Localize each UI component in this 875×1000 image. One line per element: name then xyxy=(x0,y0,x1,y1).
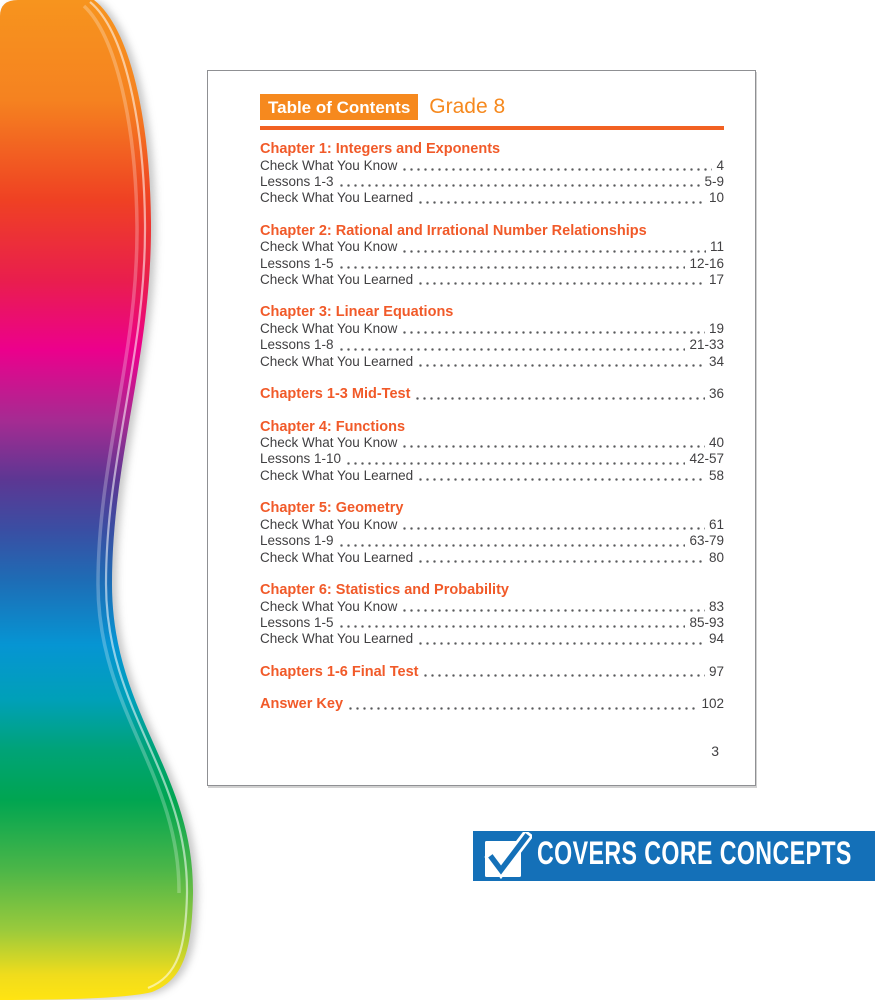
toc-entry xyxy=(260,256,724,272)
entry-label: Check What You Know xyxy=(260,239,398,255)
entry-page: 5-9 xyxy=(704,173,724,189)
dotted-leader xyxy=(338,625,686,628)
toc-chapter xyxy=(260,419,724,485)
dotted-leader xyxy=(401,527,705,530)
entry-label: Check What You Learned xyxy=(260,190,414,206)
toc-entry xyxy=(260,435,724,451)
entry-label: Lessons 1-8 xyxy=(260,337,334,353)
entry-label: Lessons 1-5 xyxy=(260,255,334,271)
toc-chapter xyxy=(260,304,724,370)
dotted-leader xyxy=(347,707,697,710)
entry-page: 12-16 xyxy=(689,255,724,271)
entry-page: 80 xyxy=(708,549,724,565)
toc-entry xyxy=(260,158,724,174)
toc-standalone xyxy=(260,664,724,680)
entry-page: 83 xyxy=(708,598,724,614)
toc-entry xyxy=(260,239,724,255)
entry-page: 19 xyxy=(708,320,724,336)
toc-standalone xyxy=(260,386,724,402)
entry-page: 63-79 xyxy=(689,533,724,549)
dotted-leader xyxy=(417,282,705,285)
dotted-leader xyxy=(417,201,705,204)
toc-entry xyxy=(260,174,724,190)
chapter-heading: Chapter 3: Linear Equations xyxy=(260,304,454,321)
entry-page: 102 xyxy=(701,696,724,712)
chapter-heading: Chapter 4: Functions xyxy=(260,418,406,435)
toc-entry xyxy=(260,190,724,206)
entry-page: 11 xyxy=(709,239,724,255)
toc-chapter xyxy=(260,582,724,648)
entry-label: Lessons 1-9 xyxy=(260,533,334,549)
entry-page: 17 xyxy=(708,272,724,288)
dotted-leader xyxy=(338,184,701,187)
entry-label: Check What You Learned xyxy=(260,631,414,647)
toc-entry xyxy=(260,696,724,712)
toc-entry xyxy=(260,354,724,370)
entry-label: Lessons 1-10 xyxy=(260,451,342,467)
dotted-leader xyxy=(338,544,686,547)
toc-entry xyxy=(260,615,724,631)
chapter-heading: Chapter 5: Geometry xyxy=(260,500,404,517)
toc-entry xyxy=(260,664,724,680)
entry-label: Check What You Learned xyxy=(260,549,414,565)
entry-label: Check What You Learned xyxy=(260,353,414,369)
entry-label: Chapters 1-6 Final Test xyxy=(260,663,419,680)
toc-page xyxy=(207,70,756,786)
toc-chapter xyxy=(260,141,724,207)
dotted-leader xyxy=(401,168,712,171)
grade-label: Grade 8 xyxy=(429,95,506,118)
toc-chapter xyxy=(260,223,724,289)
chapter-heading: Chapter 6: Statistics and Probability xyxy=(260,582,509,598)
toc-entry xyxy=(260,272,724,288)
entry-page: 85-93 xyxy=(689,614,724,630)
header-rule xyxy=(260,126,724,130)
dotted-leader xyxy=(401,445,705,448)
entry-page: 94 xyxy=(708,631,724,647)
dotted-leader xyxy=(417,478,705,481)
dotted-leader xyxy=(417,560,705,563)
toc-entry xyxy=(260,321,724,337)
entry-label: Check What You Learned xyxy=(260,467,414,483)
dotted-leader xyxy=(401,331,705,334)
toc-entry xyxy=(260,468,724,484)
dotted-leader xyxy=(417,364,705,367)
entry-page: 36 xyxy=(708,386,724,402)
toc-chapter xyxy=(260,500,724,566)
dotted-leader xyxy=(338,348,686,351)
entry-label: Check What You Know xyxy=(260,435,398,451)
toc-standalone xyxy=(260,696,724,712)
dotted-leader xyxy=(422,674,705,677)
entry-page: 4 xyxy=(716,157,724,173)
dotted-leader xyxy=(401,609,705,612)
entry-label: Check What You Know xyxy=(260,598,398,614)
toc-title-badge: Table of Contents xyxy=(260,94,418,120)
entry-page: 61 xyxy=(708,516,724,532)
entry-label: Lessons 1-3 xyxy=(260,173,334,189)
rainbow-ribbon xyxy=(0,0,220,1000)
dotted-leader xyxy=(345,462,685,465)
entry-label: Chapters 1-3 Mid-Test xyxy=(260,386,411,403)
entry-label: Check What You Learned xyxy=(260,272,414,288)
entry-page: 10 xyxy=(708,190,724,206)
banner-label: COVERS CORE CONCEPTS xyxy=(537,836,852,873)
entry-page: 21-33 xyxy=(689,337,724,353)
entry-page: 42-57 xyxy=(689,451,724,467)
toc-entry xyxy=(260,631,724,647)
toc-entry xyxy=(260,517,724,533)
ribbon-shape xyxy=(0,0,193,1000)
toc-header xyxy=(260,94,724,120)
entry-page: 40 xyxy=(708,435,724,451)
toc-entry xyxy=(260,386,724,402)
entry-page: 97 xyxy=(708,663,724,679)
entry-label: Check What You Know xyxy=(260,516,398,532)
dotted-leader xyxy=(401,250,706,253)
dotted-leader xyxy=(417,642,705,645)
dotted-leader xyxy=(414,397,705,400)
entry-label: Check What You Know xyxy=(260,320,398,336)
entry-page: 34 xyxy=(708,353,724,369)
dotted-leader xyxy=(338,266,686,269)
checkmark-icon xyxy=(484,832,532,880)
toc-entry xyxy=(260,451,724,467)
chapter-heading: Chapter 2: Rational and Irrational Number Relationships xyxy=(260,222,647,239)
page-number: 3 xyxy=(711,743,719,759)
entry-label: Lessons 1-5 xyxy=(260,614,334,630)
core-concepts-banner xyxy=(473,831,875,881)
toc-entry xyxy=(260,550,724,566)
entry-label: Check What You Know xyxy=(260,157,398,173)
toc-entry xyxy=(260,337,724,353)
toc-entry xyxy=(260,599,724,615)
entry-label: Answer Key xyxy=(260,696,344,713)
toc-sections xyxy=(260,141,724,713)
entry-page: 58 xyxy=(708,467,724,483)
chapter-heading: Chapter 1: Integers and Exponents xyxy=(260,141,501,157)
toc-entry xyxy=(260,533,724,549)
